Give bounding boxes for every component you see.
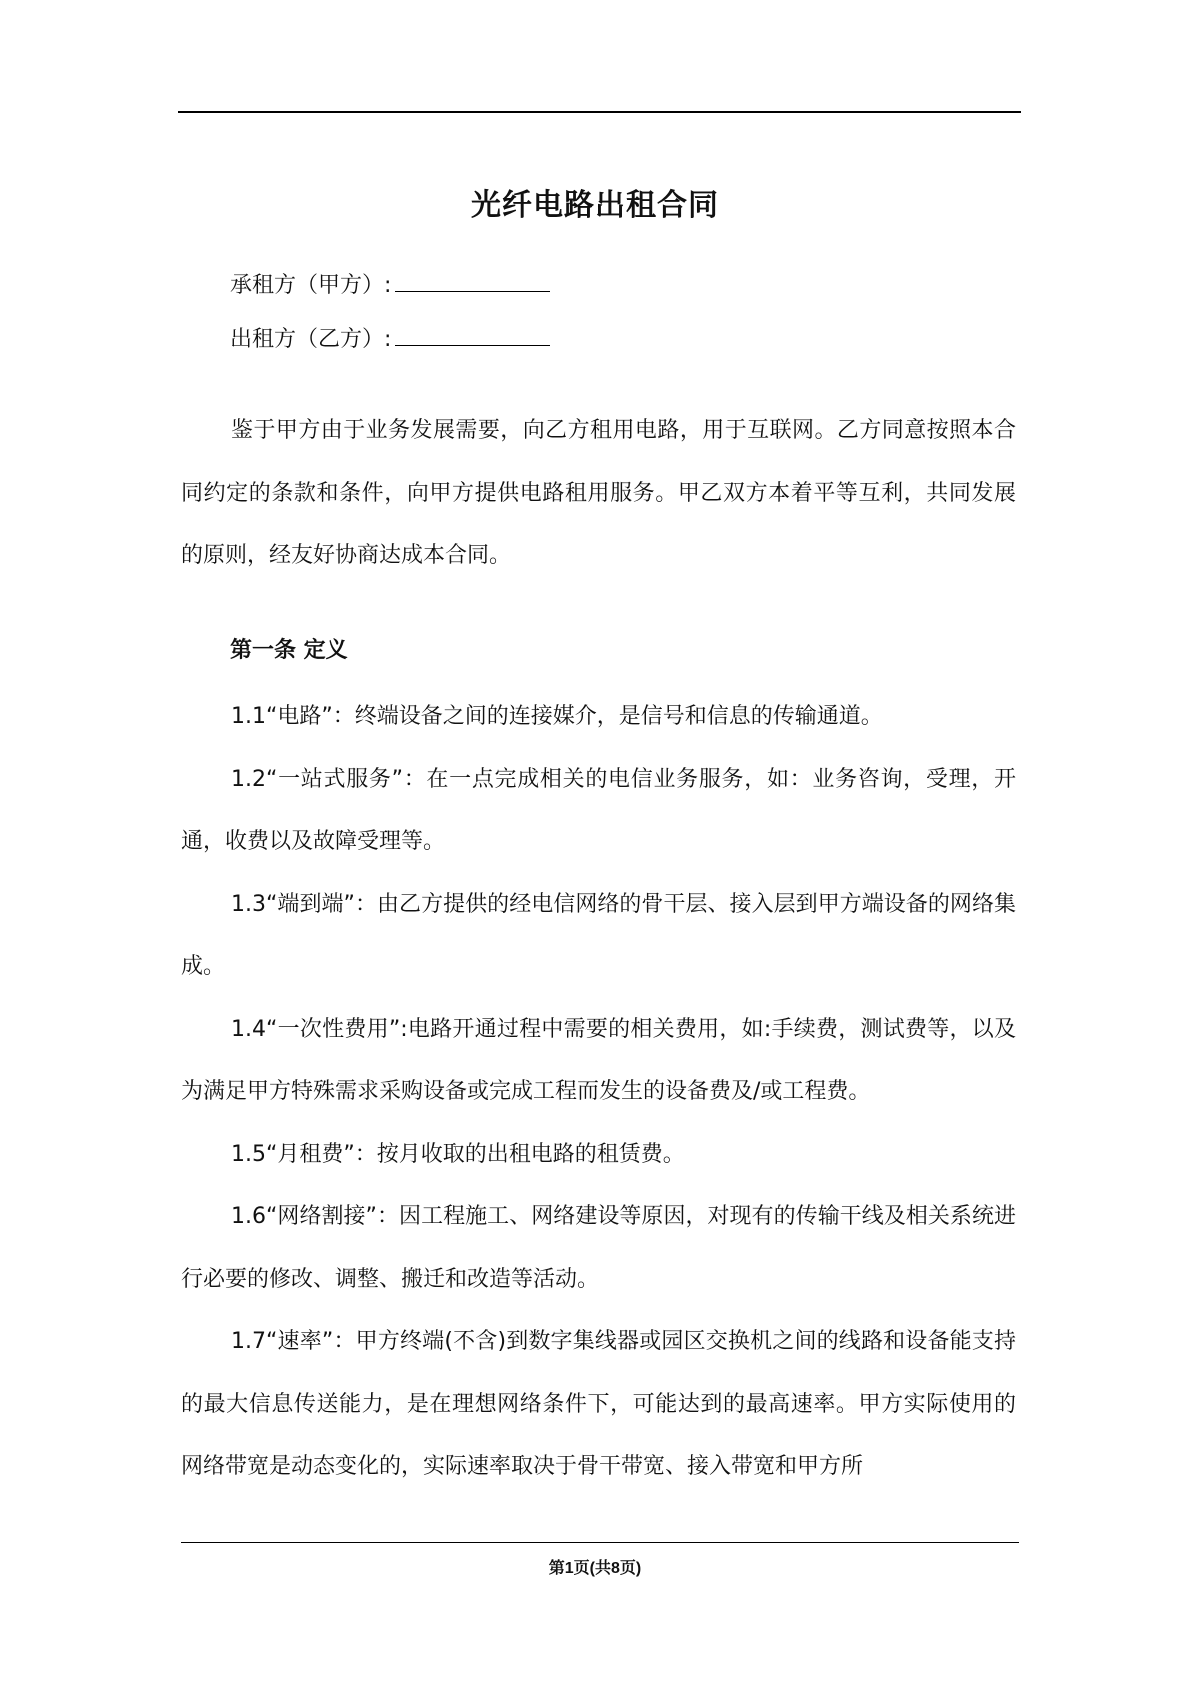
- party-a-label: 承租方（甲方）:: [230, 273, 392, 298]
- party-b-line: [230, 323, 550, 355]
- party-a-line: [230, 269, 550, 301]
- definition-1-4: 1.4“一次性费用”:电路开通过程中需要的相关费用，如:手续费，测试费等，以及为满足甲方特殊需求采购设备或完成工程而发生的设备费及/或工程费。: [181, 1016, 1016, 1104]
- article-1-heading: 第一条 定义: [230, 638, 348, 663]
- footer-rule: [181, 1542, 1019, 1543]
- definition-1-7: 1.7“速率”：甲方终端(不含)到数字集线器或园区交换机之间的线路和设备能支持的最大信息传送能力，是在理想网络条件下，可能达到的最高速率。甲方实际使用的网络带宽是动态变化的，实际速率取决于骨干带宽、接入带宽和甲方所: [181, 1329, 1016, 1479]
- definition-1-6: 1.6“网络割接”：因工程施工、网络建设等原因，对现有的传输干线及相关系统进行必要的修改、调整、搬迁和改造等活动。: [181, 1204, 1016, 1292]
- intro-section: [181, 400, 1016, 588]
- definition-1-2: 1.2“一站式服务”：在一点完成相关的电信业务服务，如：业务咨询，受理，开通，收费以及故障受理等。: [181, 766, 1016, 854]
- definition-1-1: 1.1“电路”：终端设备之间的连接媒介，是信号和信息的传输通道。: [231, 704, 883, 729]
- party-b-blank: [395, 323, 550, 346]
- document-title: 光纤电路出租合同: [471, 188, 719, 223]
- party-a-blank: [395, 269, 550, 292]
- intro-paragraph: 鉴于甲方由于业务发展需要，向乙方租用电路，用于互联网。乙方同意按照本合同约定的条款和条件，向甲方提供电路租用服务。甲乙双方本着平等互利，共同发展的原则，经友好协商达成本合同。: [181, 418, 1016, 568]
- definition-1-5: 1.5“月租费”：按月收取的出租电路的租赁费。: [231, 1141, 685, 1167]
- party-b-label: 出租方（乙方）:: [230, 327, 392, 352]
- header-rule: [178, 111, 1021, 113]
- definitions-section: [181, 686, 1016, 1499]
- page-number: 第1页(共8页): [548, 1560, 642, 1577]
- definition-1-3: 1.3“端到端”：由乙方提供的经电信网络的骨干层、接入层到甲方端设备的网络集成。: [181, 891, 1016, 979]
